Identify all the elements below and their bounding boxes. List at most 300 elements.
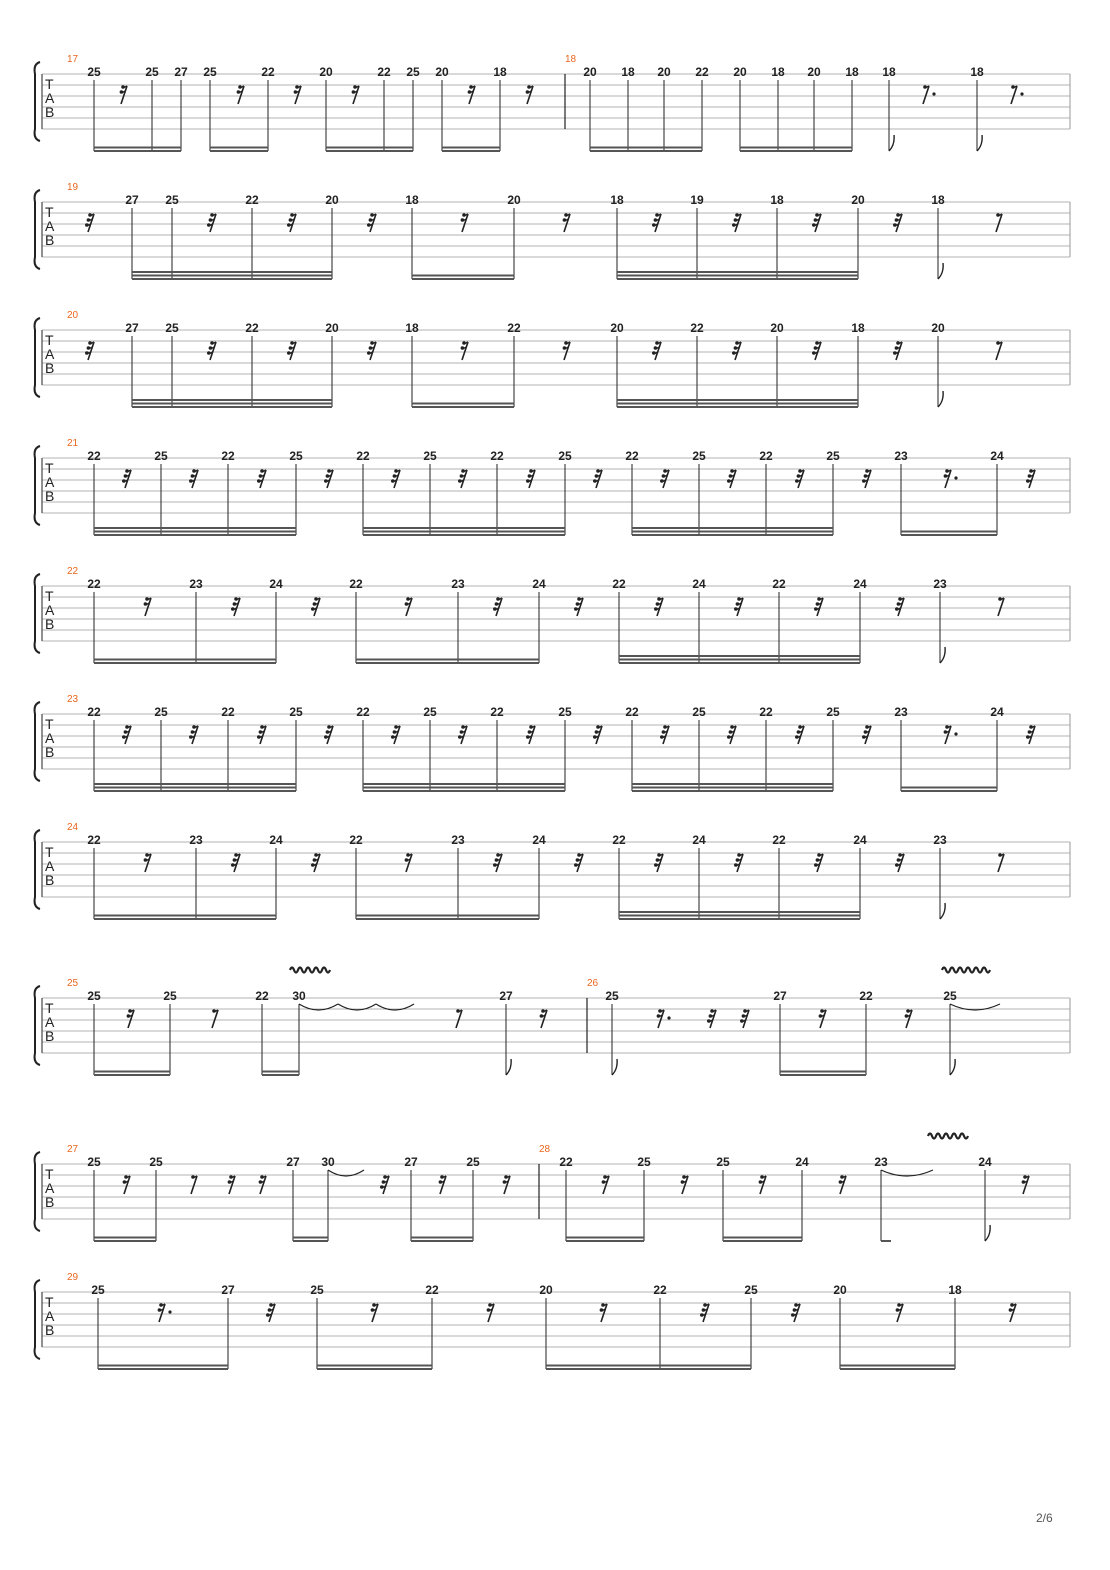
fret-number: 24 bbox=[990, 449, 1004, 463]
fret-number: 27 bbox=[499, 989, 513, 1003]
fret-number: 22 bbox=[772, 833, 786, 847]
fret-number: 23 bbox=[189, 833, 203, 847]
rest-stem bbox=[527, 86, 533, 104]
fret-number: 18 bbox=[610, 193, 624, 207]
fret-number: 22 bbox=[507, 321, 521, 335]
fret-number: 20 bbox=[325, 193, 339, 207]
rest-stem bbox=[655, 214, 661, 232]
rest-32 bbox=[593, 725, 602, 744]
rest-32 bbox=[526, 469, 535, 488]
tab-clef-letter: T bbox=[45, 844, 54, 860]
rest-stem bbox=[730, 470, 736, 488]
fret-number: 25 bbox=[744, 1283, 758, 1297]
rest-stem bbox=[269, 1304, 275, 1322]
rest-stem bbox=[737, 854, 743, 872]
tab-clef-letter: T bbox=[45, 1166, 54, 1182]
fret-number: 25 bbox=[154, 449, 168, 463]
rest-stem bbox=[456, 1010, 462, 1028]
rest-32 bbox=[895, 853, 904, 872]
rest-32 bbox=[266, 1303, 275, 1322]
fret-number: 25 bbox=[423, 449, 437, 463]
fret-number: 25 bbox=[149, 1155, 163, 1169]
rest-stem bbox=[896, 342, 902, 360]
rest-stem bbox=[815, 342, 821, 360]
rest-stem bbox=[577, 854, 583, 872]
rest-stem bbox=[124, 1176, 130, 1194]
rest-16 bbox=[896, 1303, 903, 1322]
tab-clef-letter: T bbox=[45, 76, 54, 92]
tab-clef-letter: B bbox=[45, 104, 55, 120]
fret-number: 25 bbox=[91, 1283, 105, 1297]
rest-32 bbox=[862, 725, 871, 744]
fret-number: 20 bbox=[833, 1283, 847, 1297]
rest-stem bbox=[682, 1176, 688, 1194]
rest-stem bbox=[394, 726, 400, 744]
rest-stem bbox=[945, 726, 951, 744]
rest-stem bbox=[260, 470, 266, 488]
rest-stem bbox=[817, 598, 823, 616]
tab-clef-letter: A bbox=[45, 90, 55, 106]
fret-number: 27 bbox=[286, 1155, 300, 1169]
fret-number: 25 bbox=[310, 1283, 324, 1297]
measure-number: 23 bbox=[67, 694, 79, 705]
rest-stem bbox=[1011, 86, 1017, 104]
rest-stem bbox=[898, 598, 904, 616]
rest-16 bbox=[228, 1175, 235, 1194]
fret-number: 22 bbox=[772, 577, 786, 591]
rest-16 bbox=[352, 85, 359, 104]
fret-number: 25 bbox=[87, 65, 101, 79]
rest-32 bbox=[812, 341, 821, 360]
rest-stem bbox=[996, 342, 1002, 360]
rest-stem bbox=[817, 854, 823, 872]
rest-stem bbox=[260, 1176, 266, 1194]
fret-number: 18 bbox=[845, 65, 859, 79]
rest-stem bbox=[210, 342, 216, 360]
rest-stem bbox=[663, 470, 669, 488]
fret-number: 22 bbox=[87, 833, 101, 847]
fret-number: 19 bbox=[690, 193, 704, 207]
measure-number: 19 bbox=[67, 182, 79, 193]
rest-16 bbox=[405, 597, 412, 616]
system-bracket bbox=[35, 318, 40, 397]
rest-stem bbox=[658, 1010, 664, 1028]
rest-8 bbox=[996, 213, 1002, 232]
tab-clef-letter: T bbox=[45, 1000, 54, 1016]
fret-number: 24 bbox=[853, 833, 867, 847]
rest-32 bbox=[652, 341, 661, 360]
fret-number: 22 bbox=[87, 705, 101, 719]
fret-number: 22 bbox=[859, 989, 873, 1003]
note-flag bbox=[938, 391, 943, 407]
rest-stem bbox=[735, 214, 741, 232]
tab-clef-letter: B bbox=[45, 1194, 55, 1210]
rest-stem bbox=[896, 214, 902, 232]
rest-32 bbox=[707, 1009, 716, 1028]
rest-stem bbox=[125, 470, 131, 488]
rest-32 bbox=[122, 725, 131, 744]
fret-number: 18 bbox=[770, 193, 784, 207]
measure-number: 20 bbox=[67, 310, 79, 321]
fret-number: 25 bbox=[289, 449, 303, 463]
rest-16d bbox=[944, 469, 958, 488]
rest-32 bbox=[526, 725, 535, 744]
rest-stem bbox=[657, 854, 663, 872]
fret-number: 18 bbox=[948, 1283, 962, 1297]
rest-16 bbox=[259, 1175, 266, 1194]
fret-number: 20 bbox=[435, 65, 449, 79]
rest-16 bbox=[759, 1175, 766, 1194]
rest-stem bbox=[212, 1010, 218, 1028]
fret-number: 22 bbox=[612, 577, 626, 591]
tab-clef-letter: T bbox=[45, 588, 54, 604]
rest-stem bbox=[840, 1176, 846, 1194]
rest-stem bbox=[461, 726, 467, 744]
fret-number: 18 bbox=[621, 65, 635, 79]
rest-stem bbox=[564, 342, 570, 360]
rest-32 bbox=[574, 597, 583, 616]
note-flag bbox=[985, 1225, 990, 1241]
rest-16 bbox=[1009, 1303, 1016, 1322]
rest-stem bbox=[145, 854, 151, 872]
rest-dot bbox=[168, 1310, 171, 1313]
rest-stem bbox=[998, 598, 1004, 616]
measure-number: 28 bbox=[539, 1144, 551, 1155]
rest-stem bbox=[601, 1304, 607, 1322]
rest-32 bbox=[311, 597, 320, 616]
fret-number: 27 bbox=[125, 321, 139, 335]
fret-number: 24 bbox=[692, 577, 706, 591]
fret-number: 30 bbox=[292, 989, 306, 1003]
rest-stem bbox=[314, 598, 320, 616]
fret-number: 22 bbox=[221, 705, 235, 719]
rest-16 bbox=[1022, 1175, 1029, 1194]
rest-16 bbox=[123, 1175, 130, 1194]
rest-stem bbox=[234, 598, 240, 616]
rest-stem bbox=[238, 86, 244, 104]
fret-number: 22 bbox=[695, 65, 709, 79]
rest-stem bbox=[406, 598, 412, 616]
fret-number: 27 bbox=[125, 193, 139, 207]
system-bracket bbox=[35, 1152, 40, 1231]
system-bracket bbox=[35, 1280, 40, 1359]
rest-32 bbox=[189, 469, 198, 488]
rest-stem bbox=[737, 598, 743, 616]
rest-stem bbox=[290, 214, 296, 232]
vibrato-mark bbox=[942, 968, 990, 973]
rest-stem bbox=[743, 1010, 749, 1028]
tab-clef-letter: B bbox=[45, 360, 55, 376]
rest-stem bbox=[383, 1176, 389, 1194]
rest-32 bbox=[324, 725, 333, 744]
fret-number: 22 bbox=[490, 705, 504, 719]
rest-stem bbox=[529, 726, 535, 744]
rest-32 bbox=[231, 853, 240, 872]
measure-number: 18 bbox=[565, 54, 577, 65]
rest-stem bbox=[496, 598, 502, 616]
rest-32 bbox=[189, 725, 198, 744]
rest-32 bbox=[791, 1303, 800, 1322]
fret-number: 22 bbox=[559, 1155, 573, 1169]
fret-number: 20 bbox=[851, 193, 865, 207]
rest-32 bbox=[895, 597, 904, 616]
fret-number: 20 bbox=[539, 1283, 553, 1297]
note-flag bbox=[940, 647, 945, 663]
rest-16 bbox=[405, 853, 412, 872]
fret-number: 18 bbox=[405, 193, 419, 207]
measure-number: 26 bbox=[587, 978, 599, 989]
fret-number: 22 bbox=[653, 1283, 667, 1297]
rest-32 bbox=[893, 213, 902, 232]
rest-32 bbox=[324, 469, 333, 488]
rest-32 bbox=[311, 853, 320, 872]
fret-number: 25 bbox=[637, 1155, 651, 1169]
rest-32 bbox=[814, 853, 823, 872]
measure-number: 24 bbox=[67, 822, 79, 833]
fret-number: 20 bbox=[733, 65, 747, 79]
fret-number: 20 bbox=[931, 321, 945, 335]
rest-stem bbox=[260, 726, 266, 744]
fret-number: 22 bbox=[245, 321, 259, 335]
rest-32 bbox=[257, 725, 266, 744]
rest-stem bbox=[655, 342, 661, 360]
rest-32 bbox=[257, 469, 266, 488]
fret-number: 22 bbox=[87, 449, 101, 463]
system-bracket bbox=[35, 574, 40, 653]
rest-32 bbox=[493, 853, 502, 872]
rest-32 bbox=[727, 725, 736, 744]
rest-32 bbox=[122, 469, 131, 488]
rest-16 bbox=[681, 1175, 688, 1194]
tab-clef-letter: A bbox=[45, 602, 55, 618]
rest-32 bbox=[574, 853, 583, 872]
rest-32 bbox=[654, 597, 663, 616]
rest-16 bbox=[371, 1303, 378, 1322]
rest-stem bbox=[898, 854, 904, 872]
fret-number: 22 bbox=[377, 65, 391, 79]
rest-stem bbox=[370, 342, 376, 360]
fret-number: 22 bbox=[425, 1283, 439, 1297]
rest-32 bbox=[380, 1175, 389, 1194]
rest-32 bbox=[795, 725, 804, 744]
rest-stem bbox=[461, 470, 467, 488]
rest-16 bbox=[602, 1175, 609, 1194]
rest-32 bbox=[493, 597, 502, 616]
rest-stem bbox=[159, 1304, 165, 1322]
fret-number: 18 bbox=[493, 65, 507, 79]
tab-clef-letter: T bbox=[45, 460, 54, 476]
fret-number: 25 bbox=[154, 705, 168, 719]
rest-32 bbox=[812, 213, 821, 232]
rest-8 bbox=[212, 1009, 218, 1028]
system-bracket bbox=[35, 702, 40, 781]
tab-clef-letter: A bbox=[45, 1014, 55, 1030]
rest-16 bbox=[905, 1009, 912, 1028]
fret-number: 25 bbox=[203, 65, 217, 79]
rest-stem bbox=[564, 214, 570, 232]
fret-number: 25 bbox=[466, 1155, 480, 1169]
rest-16 bbox=[461, 341, 468, 360]
note-flag bbox=[889, 135, 894, 151]
rest-32 bbox=[593, 469, 602, 488]
fret-number: 22 bbox=[255, 989, 269, 1003]
staff-layer bbox=[35, 62, 1070, 1359]
system-bracket bbox=[35, 986, 40, 1065]
rest-stem bbox=[210, 214, 216, 232]
rest-16 bbox=[461, 213, 468, 232]
fret-number: 25 bbox=[165, 321, 179, 335]
fret-number: 20 bbox=[507, 193, 521, 207]
fret-number: 25 bbox=[605, 989, 619, 1003]
tab-clef-letter: A bbox=[45, 346, 55, 362]
rest-stem bbox=[353, 86, 359, 104]
rest-stem bbox=[128, 1010, 134, 1028]
tab-clef-letter: A bbox=[45, 218, 55, 234]
page-number: 2/6 bbox=[1036, 1511, 1053, 1525]
rest-32 bbox=[732, 213, 741, 232]
rest-16d bbox=[944, 725, 958, 744]
fret-number: 23 bbox=[933, 577, 947, 591]
fret-number: 25 bbox=[423, 705, 437, 719]
rest-stem bbox=[145, 598, 151, 616]
rest-stem bbox=[596, 726, 602, 744]
rest-stem bbox=[735, 342, 741, 360]
rest-32 bbox=[367, 341, 376, 360]
fret-number: 24 bbox=[990, 705, 1004, 719]
rest-stem bbox=[703, 1304, 709, 1322]
tab-clef-letter: T bbox=[45, 1294, 54, 1310]
rest-32 bbox=[458, 725, 467, 744]
note-flag bbox=[940, 903, 945, 919]
note-flag bbox=[938, 263, 943, 279]
tab-clef-letter: A bbox=[45, 474, 55, 490]
rest-16 bbox=[127, 1009, 134, 1028]
fret-number: 24 bbox=[269, 833, 283, 847]
tab-clef-letter: A bbox=[45, 730, 55, 746]
rest-16 bbox=[439, 1175, 446, 1194]
rest-16 bbox=[819, 1009, 826, 1028]
rest-stem bbox=[710, 1010, 716, 1028]
rest-16 bbox=[468, 85, 475, 104]
rest-stem bbox=[663, 726, 669, 744]
rest-32 bbox=[652, 213, 661, 232]
fret-number: 24 bbox=[853, 577, 867, 591]
rest-stem bbox=[406, 854, 412, 872]
tab-clef-letter: T bbox=[45, 716, 54, 732]
tab-clef-letter: A bbox=[45, 858, 55, 874]
fret-number: 22 bbox=[356, 449, 370, 463]
rest-dot bbox=[954, 732, 957, 735]
tab-clef-letter: B bbox=[45, 1028, 55, 1044]
fret-number: 25 bbox=[165, 193, 179, 207]
rest-32 bbox=[85, 341, 94, 360]
rest-32 bbox=[391, 469, 400, 488]
fret-number: 24 bbox=[978, 1155, 992, 1169]
rest-dot bbox=[954, 476, 957, 479]
rest-stem bbox=[191, 1176, 197, 1194]
rest-32 bbox=[700, 1303, 709, 1322]
fret-number: 18 bbox=[405, 321, 419, 335]
note-flag bbox=[977, 135, 982, 151]
rest-32 bbox=[207, 341, 216, 360]
rest-stem bbox=[529, 470, 535, 488]
fret-number: 24 bbox=[795, 1155, 809, 1169]
rest-stem bbox=[394, 470, 400, 488]
fret-number: 27 bbox=[773, 989, 787, 1003]
rest-32 bbox=[207, 213, 216, 232]
rest-stem bbox=[815, 214, 821, 232]
rest-stem bbox=[798, 726, 804, 744]
tab-clef-letter: B bbox=[45, 616, 55, 632]
rest-stem bbox=[314, 854, 320, 872]
fret-number: 18 bbox=[771, 65, 785, 79]
tab-clef-letter: B bbox=[45, 1322, 55, 1338]
tab-clef-letter: T bbox=[45, 332, 54, 348]
fret-number: 20 bbox=[325, 321, 339, 335]
rest-16d bbox=[657, 1009, 671, 1028]
rest-stem bbox=[998, 854, 1004, 872]
rest-stem bbox=[865, 470, 871, 488]
rest-32 bbox=[893, 341, 902, 360]
rest-stem bbox=[996, 214, 1002, 232]
tab-clef-letter: B bbox=[45, 872, 55, 888]
rest-8 bbox=[996, 341, 1002, 360]
measure-number: 29 bbox=[67, 1272, 79, 1283]
rest-stem bbox=[192, 726, 198, 744]
rest-stem bbox=[370, 214, 376, 232]
rest-stem bbox=[440, 1176, 446, 1194]
fret-number: 23 bbox=[894, 449, 908, 463]
fret-number: 20 bbox=[657, 65, 671, 79]
fret-number: 27 bbox=[221, 1283, 235, 1297]
rest-8 bbox=[998, 597, 1004, 616]
fret-number: 24 bbox=[532, 833, 546, 847]
rest-32 bbox=[287, 341, 296, 360]
fret-number: 18 bbox=[882, 65, 896, 79]
rest-8 bbox=[998, 853, 1004, 872]
rest-stem bbox=[121, 86, 127, 104]
rest-stem bbox=[541, 1010, 547, 1028]
fret-number: 25 bbox=[826, 705, 840, 719]
rest-32 bbox=[367, 213, 376, 232]
rest-stem bbox=[125, 726, 131, 744]
fret-number: 25 bbox=[87, 1155, 101, 1169]
tab-clef-letter: A bbox=[45, 1308, 55, 1324]
rest-32 bbox=[287, 213, 296, 232]
fret-number: 27 bbox=[174, 65, 188, 79]
rest-16 bbox=[839, 1175, 846, 1194]
rest-dot bbox=[932, 92, 935, 95]
rest-32 bbox=[458, 469, 467, 488]
fret-number: 22 bbox=[612, 833, 626, 847]
fret-number: 24 bbox=[532, 577, 546, 591]
fret-number: 22 bbox=[349, 833, 363, 847]
rest-stem bbox=[865, 726, 871, 744]
fret-number: 22 bbox=[625, 449, 639, 463]
fret-number: 22 bbox=[356, 705, 370, 719]
rest-stem bbox=[596, 470, 602, 488]
fret-number: 20 bbox=[770, 321, 784, 335]
rest-stem bbox=[290, 342, 296, 360]
rest-stem bbox=[1023, 1176, 1029, 1194]
note-flag bbox=[950, 1059, 955, 1075]
fret-number: 25 bbox=[406, 65, 420, 79]
rest-stem bbox=[1029, 470, 1035, 488]
fret-number: 25 bbox=[87, 989, 101, 1003]
fret-number: 25 bbox=[692, 449, 706, 463]
rest-32 bbox=[814, 597, 823, 616]
rest-16 bbox=[503, 1175, 510, 1194]
